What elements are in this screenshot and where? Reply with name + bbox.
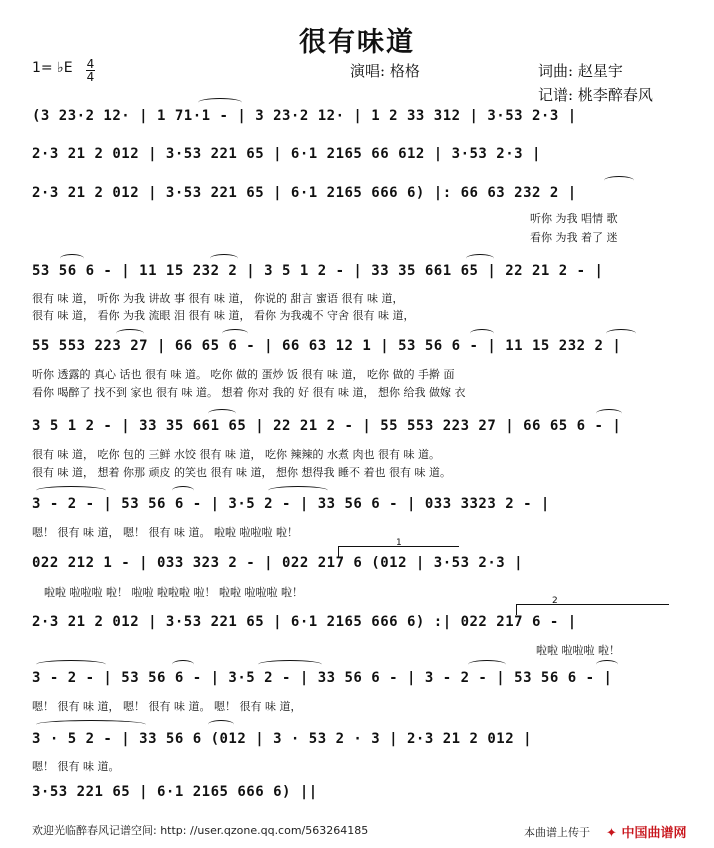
- lyrics-row-5-verse-2: 看你 喝醉了 找不到 家也 很有 味 道。 想着 你对 我的 好 很有 味 道， 想你 给我 做嫁 衣: [32, 386, 466, 399]
- lyrics-row-8: 啦啦 啦啦啦 啦！ 啦啦 啦啦啦 啦！ 啦啦 啦啦啦 啦！: [44, 586, 303, 599]
- slur-mark: [36, 486, 106, 495]
- lyrics-row-11: 嗯！ 很有 味 道。: [32, 760, 120, 773]
- slur-mark: [596, 409, 622, 418]
- score-row-6: 3 5 1 2 - | 33 35 661 65 | 22 21 2 - | 55 553 223 27 | 66 65 6 - |: [32, 418, 622, 434]
- slur-mark: [116, 329, 144, 338]
- slur-mark: [606, 329, 636, 338]
- slur-mark: [604, 176, 634, 185]
- slur-mark: [466, 254, 494, 263]
- composer-credit: 词曲: 赵星宇: [538, 62, 623, 80]
- slur-mark: [198, 98, 242, 107]
- site-logo-text: 中国曲谱网: [621, 826, 687, 841]
- slur-mark: [268, 486, 328, 495]
- score-row-4: 53 56 6 - | 11 15 232 2 | 3 5 1 2 - | 33 35 661 65 | 22 21 2 - |: [32, 263, 604, 279]
- page-title: 很有味道: [299, 27, 415, 58]
- site-logo[interactable]: [606, 822, 686, 841]
- singer-credit: 演唱: 格格: [350, 62, 420, 80]
- lyrics-row-3-verse-1: 听你 为我 唱情 歌: [530, 212, 618, 225]
- slur-mark: [60, 254, 84, 263]
- slur-mark: [468, 660, 506, 669]
- lyrics-row-10: 嗯！ 很有 味 道， 嗯！ 很有 味 道。 嗯！ 很有 味 道，: [32, 700, 302, 713]
- lyrics-row-3-verse-2: 看你 为我 着了 迷: [530, 231, 618, 244]
- slur-mark: [172, 660, 194, 669]
- score-row-3: 2·3 21 2 012 | 3·53 221 65 | 6·1 2165 666 6) |: 66 63 232 2 |: [32, 185, 577, 201]
- slur-mark: [222, 329, 248, 338]
- slur-mark: [210, 254, 238, 263]
- score-row-8: 022 212 1 - | 033 323 2 - | 022 217 6 (012 | 3·53 2·3 |: [32, 555, 524, 571]
- score-row-11: 3 · 5 2 - | 33 56 6 (012 | 3 · 53 2 · 3 | 2·3 21 2 012 |: [32, 731, 533, 747]
- time-signature-top: 4: [86, 57, 95, 71]
- slur-mark: [172, 486, 194, 495]
- lyrics-row-6-verse-2: 很有 味 道， 想着 你那 顽皮 的笑也 很有 味 道， 想你 想得我 睡不 着也 很有 味 道。: [32, 466, 451, 479]
- volta-bracket-2: [516, 604, 669, 615]
- lyrics-row-5-verse-1: 听你 透露的 真心 话也 很有 味 道。 吃你 做的 蛋炒 饭 很有 味 道， 吃你 做的 手擀 面: [32, 368, 455, 381]
- lyrics-row-9: 啦啦 啦啦啦 啦！: [536, 644, 620, 657]
- slur-mark: [36, 660, 106, 669]
- time-signature-bottom: 4: [86, 70, 95, 84]
- slur-mark: [208, 720, 234, 729]
- footer-website-note: 欢迎光临醉春风记谱空间: http: //user.qzone.qq.com/563264185: [32, 824, 369, 837]
- volta-number-2: 2: [552, 596, 558, 606]
- volta-number-1: 1: [396, 538, 402, 548]
- site-logo-icon: ✦: [606, 826, 617, 841]
- slur-mark: [258, 660, 322, 669]
- slur-mark: [470, 329, 494, 338]
- score-row-7: 3 - 2 - | 53 56 6 - | 3·5 2 - | 33 56 6 - | 033 3323 2 - |: [32, 496, 550, 512]
- score-row-12: 3·53 221 65 | 6·1 2165 666 6) ||: [32, 784, 318, 800]
- slur-mark: [208, 409, 236, 418]
- time-signature: [86, 58, 95, 83]
- key-signature: 1= ♭E: [32, 60, 73, 76]
- score-row-1: (3 23·2 12· | 1 71·1 - | 3 23·2 12· | 1 2 33 312 | 3·53 2·3 |: [32, 108, 577, 124]
- lyrics-row-6-verse-1: 很有 味 道， 吃你 包的 三鲜 水饺 很有 味 道， 吃你 辣辣的 水煮 肉也 很有 味 道。: [32, 448, 440, 461]
- transcriber-credit: 记谱: 桃李醉春风: [538, 86, 653, 104]
- slur-mark: [596, 660, 618, 669]
- lyrics-row-7: 嗯！ 很有 味 道， 嗯！ 很有 味 道。 啦啦 啦啦啦 啦！: [32, 526, 298, 539]
- lyrics-row-4-verse-1: 很有 味 道， 听你 为我 讲故 事 很有 味 道， 你说的 甜言 蜜语 很有 味 道，: [32, 292, 404, 305]
- footer-upload-note: 本曲谱上传于: [524, 826, 590, 839]
- slur-mark: [36, 720, 146, 729]
- score-row-5: 55 553 223 27 | 66 65 6 - | 66 63 12 1 | 53 56 6 - | 11 15 232 2 |: [32, 338, 622, 354]
- score-row-2: 2·3 21 2 012 | 3·53 221 65 | 6·1 2165 66 612 | 3·53 2·3 |: [32, 146, 541, 162]
- score-row-10: 3 - 2 - | 53 56 6 - | 3·5 2 - | 33 56 6 - | 3 - 2 - | 53 56 6 - |: [32, 670, 613, 686]
- score-row-9: 2·3 21 2 012 | 3·53 221 65 | 6·1 2165 666 6) :| 022 217 6 - |: [32, 614, 577, 630]
- lyrics-row-4-verse-2: 很有 味 道， 看你 为我 流眼 泪 很有 味 道， 看你 为我魂不 守舍 很有 味 道，: [32, 309, 415, 322]
